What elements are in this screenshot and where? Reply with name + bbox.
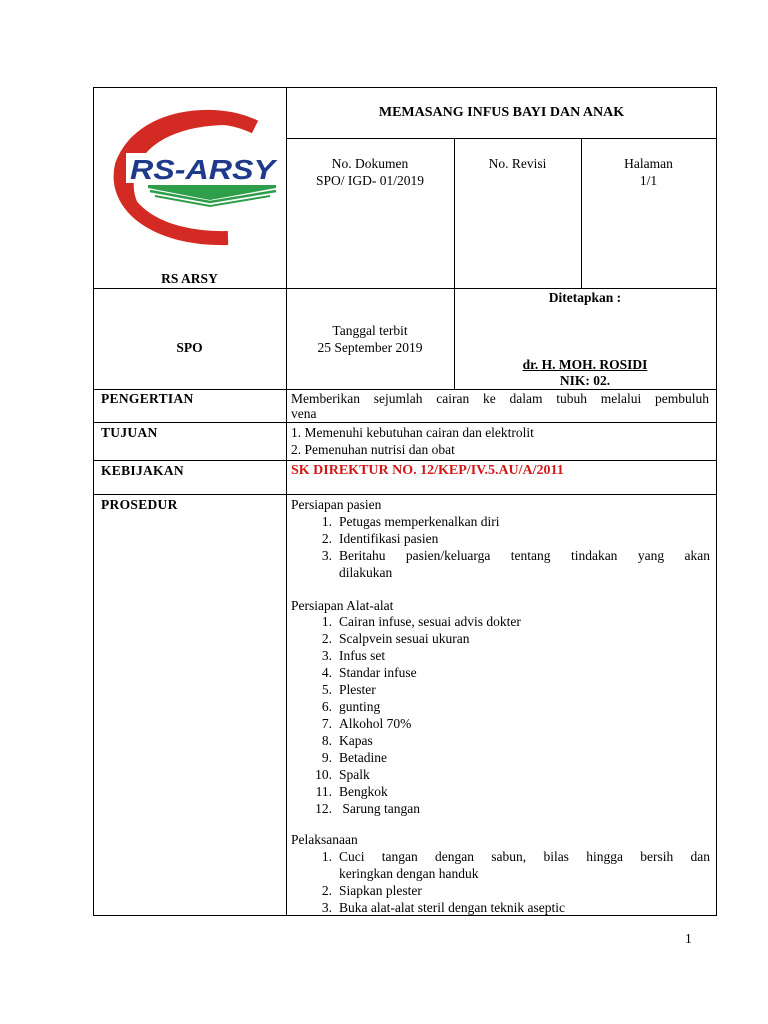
table-row-divider <box>93 494 717 495</box>
page-label: Halaman <box>624 156 673 171</box>
approver-nik: NIK: 02. <box>559 373 611 388</box>
page-value: 1/1 <box>639 173 658 188</box>
issue-date: 25 September 2019 <box>317 340 423 355</box>
approver-name: dr. H. MOH. ROSIDI <box>522 357 648 372</box>
doc-number-value: SPO/ IGD- 01/2019 <box>315 173 424 188</box>
table-col-divider <box>454 138 455 390</box>
list-item: 9. Betadine <box>321 750 387 765</box>
list-item: 3. Infus set <box>321 648 386 663</box>
table-border-right <box>716 87 717 916</box>
tujuan-label: TUJUAN <box>101 425 158 440</box>
approved-label: Ditetapkan : <box>548 290 622 305</box>
list-item: 2. Scalpvein sesuai ukuran <box>321 631 470 646</box>
tujuan-item: 1. Memenuhi kebutuhan cairan dan elektrolit <box>291 425 534 440</box>
list-item: 7. Alkohol 70% <box>321 716 412 731</box>
list-item: 8. Kapas <box>321 733 373 748</box>
logo-text: RS-ARSY <box>130 154 278 185</box>
table-row-divider <box>93 460 717 461</box>
doc-type: SPO <box>176 340 203 355</box>
table-col-divider <box>286 87 287 916</box>
list-item: 2. Siapkan plester <box>321 883 422 898</box>
doc-number-label: No. Dokumen <box>331 156 409 171</box>
persiapan-alat-list <box>289 613 710 817</box>
table-row-divider <box>286 138 717 139</box>
list-item: 2. Identifikasi pasien <box>321 531 439 546</box>
pelaksanaan-title: Pelaksanaan <box>291 832 358 847</box>
table-border-left <box>93 87 94 916</box>
list-item: 5. Plester <box>321 682 376 697</box>
list-item: 3. Beritahu pasien/keluarga tentang tindakan yang akan dilakukan <box>321 548 710 580</box>
list-item: 3. Buka alat-alat steril dengan teknik aseptic <box>321 900 566 915</box>
pelaksanaan-list <box>289 848 710 916</box>
pengertian-label: PENGERTIAN <box>101 391 194 406</box>
list-item: 1. Cuci tangan dengan sabun, bilas hingga bersih dan keringkan dengan handuk <box>321 849 710 881</box>
kebijakan-label: KEBIJAKAN <box>101 463 184 478</box>
persiapan-pasien-title: Persiapan pasien <box>291 497 382 512</box>
document-title: MEMASANG INFUS BAYI DAN ANAK <box>378 105 625 120</box>
list-item: 12. Sarung tangan <box>315 801 420 816</box>
kebijakan-value: SK DIREKTUR NO. 12/KEP/IV.5.AU/A/2011 <box>291 463 564 478</box>
persiapan-pasien-list <box>289 513 710 581</box>
table-border-top <box>93 87 717 88</box>
list-item: 1. Petugas memperkenalkan diri <box>321 514 500 529</box>
list-item: 6. gunting <box>321 699 381 714</box>
tujuan-item: 2. Pemenuhan nutrisi dan obat <box>291 442 455 457</box>
persiapan-alat-title: Persiapan Alat-alat <box>291 598 394 613</box>
table-row-divider <box>93 422 717 423</box>
page-number: 1 <box>685 931 692 946</box>
org-name: RS ARSY <box>161 271 218 286</box>
prosedur-label: PROSEDUR <box>101 497 178 512</box>
list-item: 10. Spalk <box>315 767 370 782</box>
pengertian-text-line2: vena <box>291 406 317 421</box>
pengertian-text-line1: Memberikan sejumlah cairan ke dalam tubuh melalui pembuluh <box>291 391 709 406</box>
revision-label: No. Revisi <box>488 156 547 171</box>
list-item: 11. Bengkok <box>315 784 388 799</box>
issue-label: Tanggal terbit <box>332 323 408 338</box>
list-item: 4. Standar infuse <box>321 665 417 680</box>
list-item: 1. Cairan infuse, sesuai advis dokter <box>321 614 521 629</box>
hospital-logo <box>100 105 285 255</box>
